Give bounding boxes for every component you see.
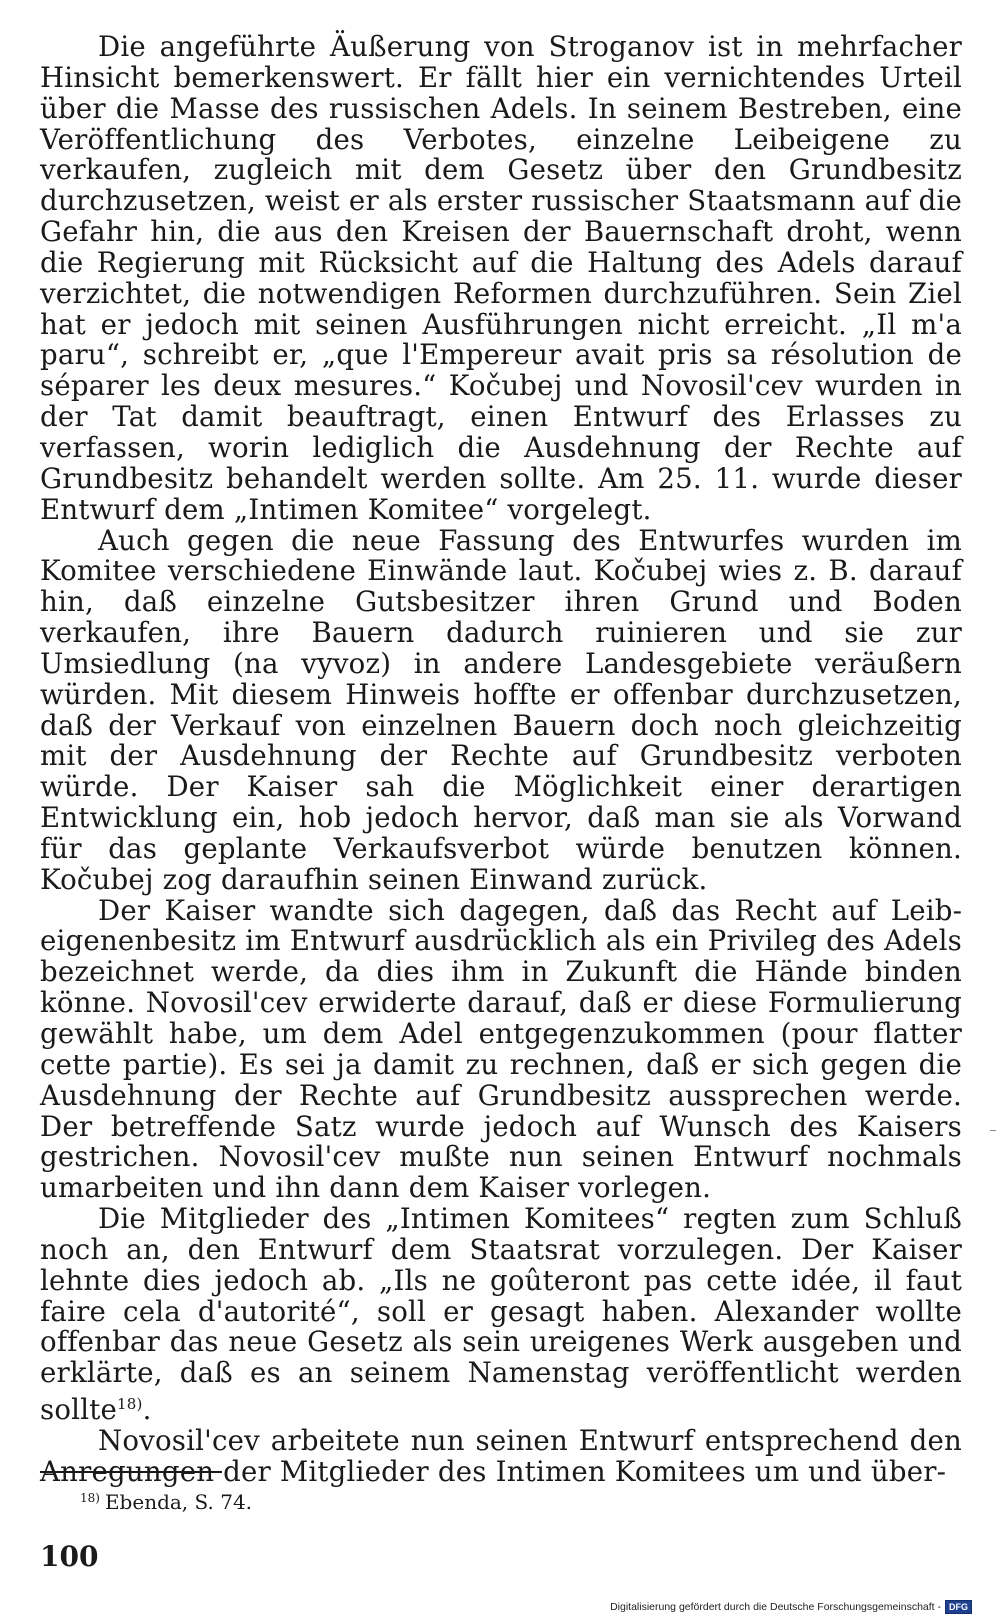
paragraph-5: Novosil'cev arbeitete nun seinen Entwurf entsprechend den Anregungen der Mitglieder des Intimen Komitees um und über- (40, 1423, 962, 1488)
main-text (40, 32, 962, 1488)
footnote-text: Ebenda, S. 74. (104, 1490, 253, 1514)
footnote-reference: 18) (117, 1395, 143, 1414)
footnote-marker: 18) (80, 1491, 100, 1505)
paragraph-3: Der Kaiser wandte sich dagegen, daß das Recht auf Leibeigenenbesitz im Entwurf ausdrücklich als ein Privileg des Adels bezeichnet werde, da dies ihm in Zukunft die Hände binden könne. Novosil'cev erwiderte darauf, daß er diese Formulierung gewählt habe, um dem Adel entgegenzukommen (pour flatter cette partie). Es sei ja damit zu rechnen, daß er sich gegen die Ausdehnung der Rechte auf Grundbesitz aussprechen werde. Der betreffende Satz wurde jedoch auf Wunsch des Kaisers gestrichen. Novosil'cev mußte nun seinen Entwurf nochmals umarbeiten und ihn dann dem Kaiser vorlegen. (40, 893, 962, 1205)
page-number: 100 (40, 1540, 99, 1573)
paragraph-4-text: Die Mitglieder des „Intimen Komitees“ regten zum Schluß noch an, den Entwurf dem Staatsrat vorzulegen. Der Kaiser lehnte dies jedoch ab. „Ils ne goûteront pas cette idée, il faut faire cela d'autorité“, soll er gesagt haben. Alexander wollte offenbar das neue Gesetz als sein ureigenes Werk ausgeben und erklärte, daß es an seinem Namenstag veröffentlicht werden sollte (40, 1202, 962, 1427)
funding-note (610, 1600, 972, 1614)
funding-note-text: Digitalisierung gefördert durch die Deutsche Forschungsgemeinschaft - (610, 1601, 941, 1613)
paragraph-4-end: . (142, 1393, 152, 1427)
paragraph-1: Die angeführte Äußerung von Stroganov ist in mehrfacher Hinsicht bemerkenswert. Er fällt hier ein vernichtendes Urteil über die Masse des russischen Adels. In seinem Bestreben, eine Veröffentlichung des Verbotes, einzelne Leibeigene zu verkaufen, zugleich mit dem Gesetz über den Grundbesitz durchzusetzen, weist er als erster russischer Staatsmann auf die Gefahr hin, die aus den Kreisen der Bauernschaft droht, wenn die Regierung mit Rücksicht auf die Haltung des Adels darauf verzichtet, die notwendigen Reformen durchzuführen. Sein Ziel hat er jedoch mit seinen Ausführungen nicht erreicht. „Il m'a paru“, schreibt er, „que l'Empereur avait pris sa résolution de séparer les deux mesures.“ Kočubej und Novosil'cev wurden in der Tat damit beauftragt, einen Entwurf des Erlasses zu verfassen, worin lediglich die Ausdehnung der Rechte auf Grundbesitz behandelt werden sollte. Am 25. 11. wurde dieser Entwurf dem „Intimen Komitee“ vorgelegt. (40, 30, 962, 526)
dfg-logo: DFG (945, 1600, 972, 1614)
footnote (80, 1485, 252, 1515)
footnote-divider (40, 1471, 222, 1473)
scan-edge-mark (990, 1130, 996, 1131)
paragraph-4 (40, 1204, 962, 1426)
paragraph-2: Auch gegen die neue Fassung des Entwurfes wurden im Komitee verschiedene Einwände laut. Kočubej wies z. B. darauf hin, daß einzelne Gutsbesitzer ihren Grund und Boden verkaufen, ihre Bauern dadurch ruinieren und sie zur Umsiedlung (na vyvoz) in andere Landesgebiete veräußern würden. Mit diesem Hinweis hoffte er offenbar durchzusetzen, daß der Verkauf von einzelnen Bauern doch noch gleichzeitig mit der Ausdehnung der Rechte auf Grundbesitz verboten würde. Der Kaiser sah die Möglichkeit einer derartigen Entwicklung ein, hob jedoch hervor, daß man sie als Vorwand für das geplante Verkaufsverbot würde benutzen können. Kočubej zog daraufhin seinen Einwand zurück. (40, 523, 962, 896)
